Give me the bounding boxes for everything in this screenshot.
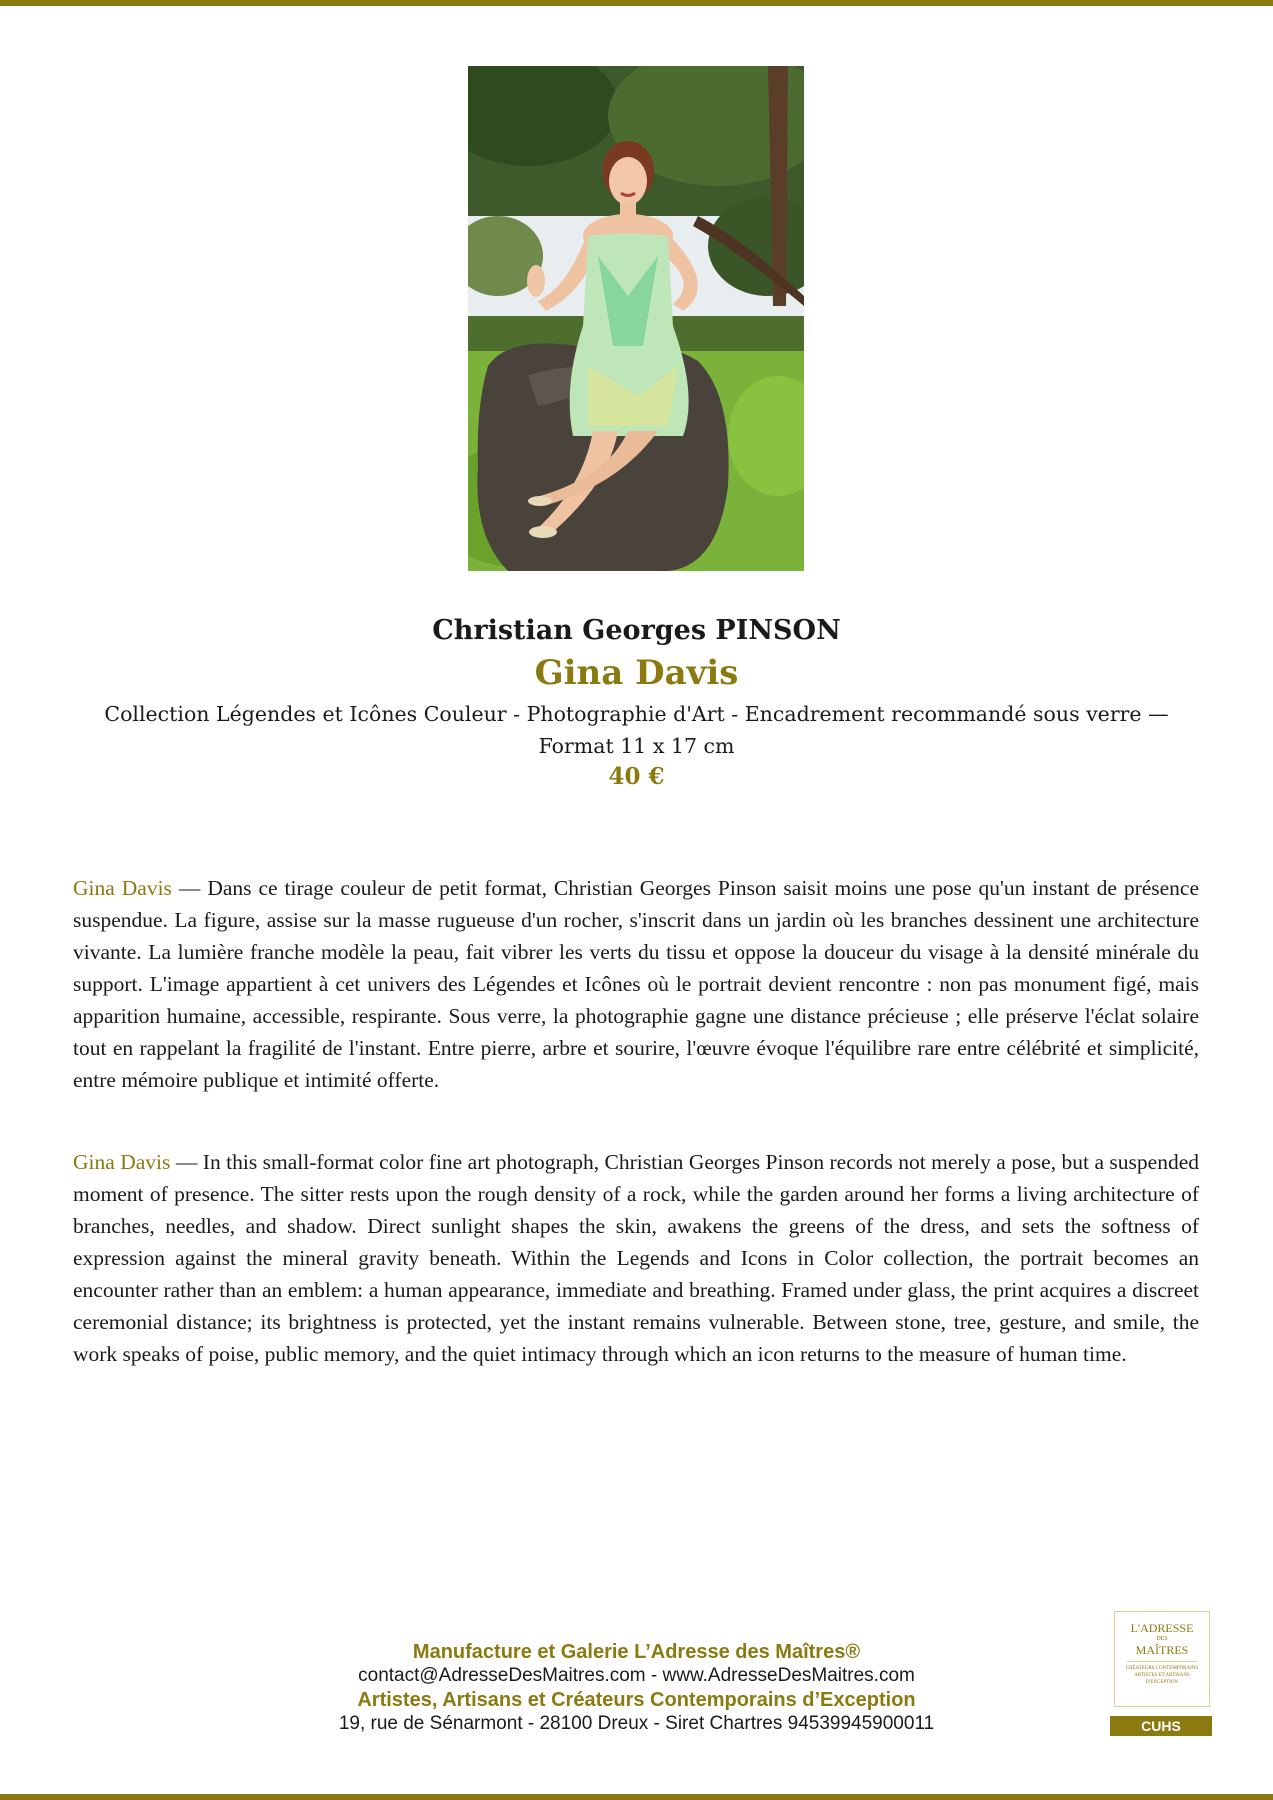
footer: [250, 1640, 1023, 1736]
logo-line-2: DES: [1156, 1636, 1168, 1642]
artwork-subtitle: Collection Légendes et Icônes Couleur - Photographie d'Art - Encadrement recommandé sous verre — Format 11 x 17 cm: [104, 702, 1169, 758]
logo-line-1: L'ADRESSE: [1130, 1621, 1194, 1635]
description-english: [73, 1146, 1199, 1370]
cuhs-badge: CUHS: [1110, 1716, 1212, 1736]
artwork-price: 40 €: [608, 763, 665, 790]
tagline: Artistes, Artisans et Créateurs Contemporains d’Exception: [357, 1689, 916, 1711]
description-english-lead: Gina Davis: [73, 1150, 171, 1174]
gallery-name: Manufacture et Galerie L’Adresse des Maîtres®: [412, 1641, 861, 1663]
description-french-text: — Dans ce tirage couleur de petit format, Christian Georges Pinson saisit moins une pose qu'un instant de présence suspendue. La figure, assise sur la masse rugueuse d'un rocher, s'inscrit dans un jardin où les branches dessinent une architecture vivante. La lumière franche modèle la peau, fait vibrer les verts du tissu et oppose la douceur du visage à la densité minérale du support. L'image appartient à cet univers des Légendes et Icônes où le portrait devient rencontre : non pas monument figé, mais apparition humaine, accessible, respirante. Sous verre, la photographie gagne une distance précieuse ; elle préserve l'éclat solaire tout en rappelant la fragilité de l'instant. Entre pierre, arbre et sourire, l'œuvre évoque l'équilibre rare entre célébrité et simplicité, entre mémoire publique et intimité offerte.: [73, 876, 1200, 1092]
artwork-title: Gina Davis: [534, 653, 739, 693]
artist-name: Christian Georges PINSON: [432, 615, 841, 646]
artwork-photograph: [468, 66, 804, 571]
logo-line-3: MAÎTRES: [1135, 1643, 1189, 1657]
gallery-logo: [1114, 1611, 1210, 1707]
bottom-rule: [0, 1794, 1273, 1800]
contact-line: contact@AdresseDesMaitres.com - www.AdresseDesMaitres.com: [358, 1665, 915, 1686]
logo-divider: [1127, 1661, 1197, 1662]
logo-line-4: CRÉATEURS CONTEMPORAINS ARTISTES ET ARTISANS D'EXCEPTION: [1125, 1666, 1199, 1685]
address-line: 19, rue de Sénarmont - 28100 Dreux - Siret Chartres 94539945900011: [338, 1713, 935, 1734]
description-french: [73, 872, 1199, 1096]
artwork-header: [0, 612, 1273, 792]
description-french-lead: Gina Davis: [73, 876, 172, 900]
description-english-text: — In this small-format color fine art photograph, Christian Georges Pinson records not merely a pose, but a suspended moment of presence. The sitter rests upon the rough density of a rock, while the garden around her forms a living architecture of branches, needles, and shadow. Direct sunlight shapes the skin, awakens the greens of the dress, and sets the softness of expression against the mineral gravity beneath. Within the Legends and Icons in Color collection, the portrait becomes an encounter rather than an emblem: a human appearance, immediate and breathing. Framed under glass, the print acquires a discreet ceremonial distance; its brightness is protected, yet the instant remains vulnerable. Between stone, tree, gesture, and smile, the work speaks of poise, public memory, and the quiet intimacy through which an icon returns to the measure of human time.: [73, 1150, 1200, 1366]
top-rule: [0, 0, 1273, 6]
